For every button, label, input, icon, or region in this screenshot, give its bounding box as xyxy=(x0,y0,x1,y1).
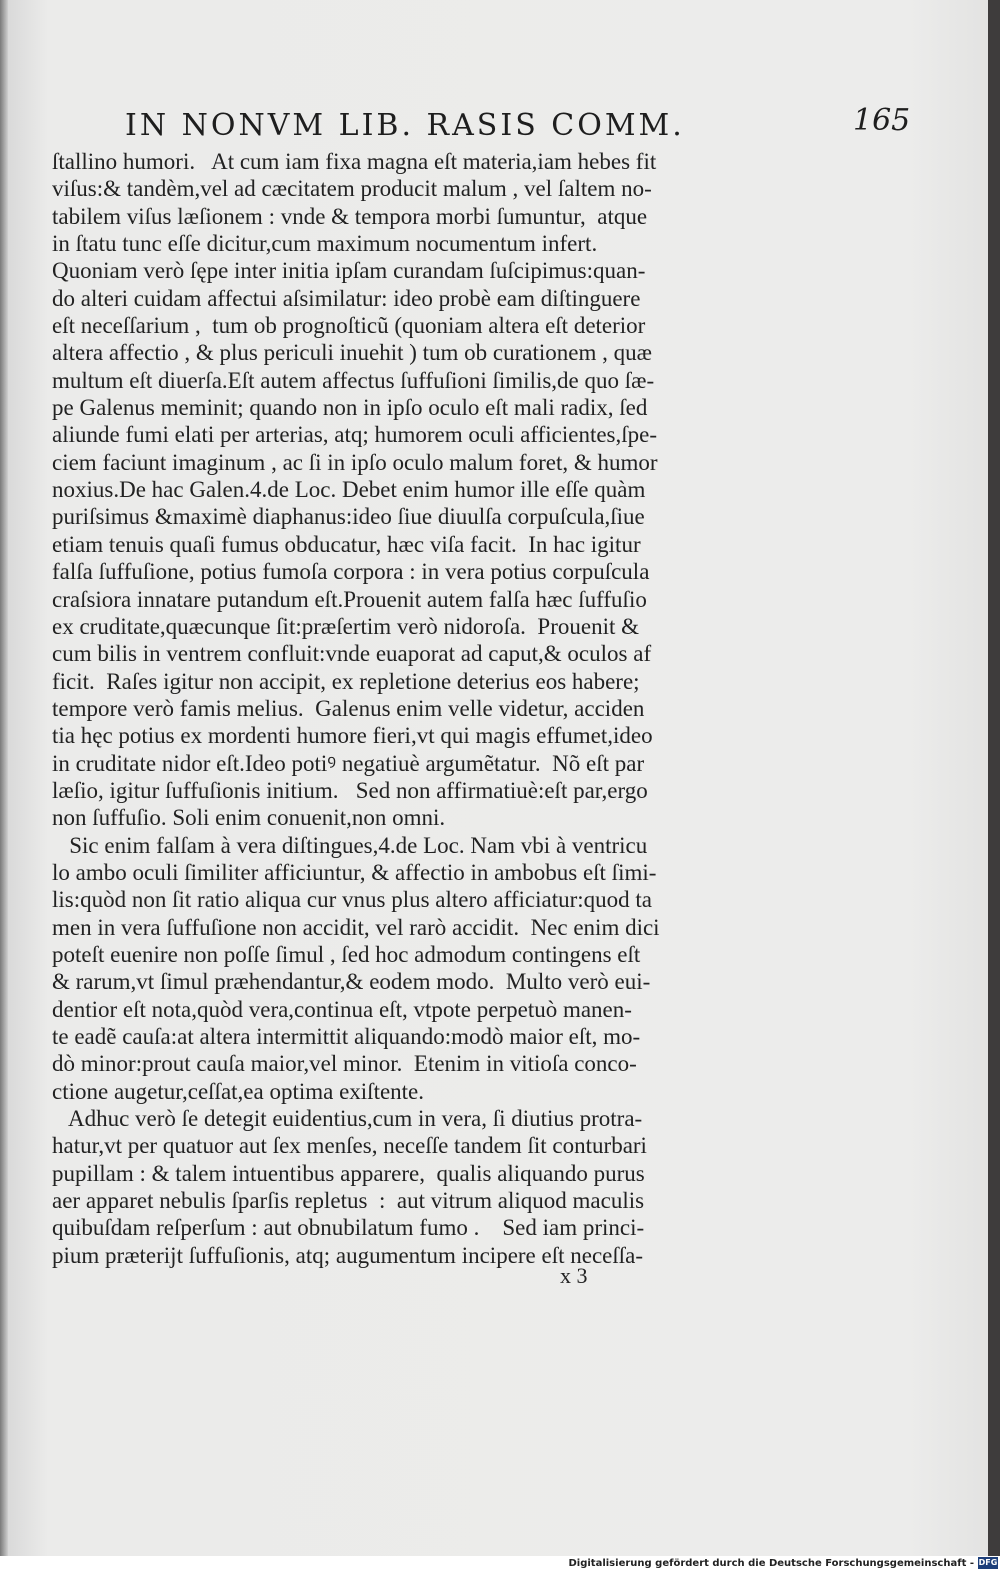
text-line: hatur,vt per quatuor aut ſex menſes, neceſſe tandem ſit conturbari xyxy=(52,1133,647,1159)
running-header: IN NONVM LIB. RASIS COMM. xyxy=(125,108,685,143)
text-line: ficit. Raſes igitur non accipit, ex repletione deterius eos habere; xyxy=(52,668,640,694)
text-line: aer apparet nebulis ſparſis repletus : aut vitrum aliquod maculis xyxy=(52,1188,645,1214)
text-line: pe Galenus meminit; quando non in ipſo oculo eſt mali radix, ſed xyxy=(52,395,648,421)
book-spine-edge xyxy=(0,0,8,1571)
text-line: quibuſdam reſperſum : aut obnubilatum fumo . Sed iam princi- xyxy=(52,1215,645,1241)
text-line: lo ambo oculi ſimiliter afficiuntur, & affectio in ambobus eſt ſimi- xyxy=(52,859,657,885)
funding-credit: Digitalisierung gefördert durch die Deutsche Forschungsgemeinschaft - xyxy=(568,1558,974,1569)
text-line: tia hęc potius ex mordenti humore fieri,vt qui magis effumet,ideo xyxy=(52,723,653,749)
text-line: ex cruditate,quæcunque ſit:præſertim verò nidoroſa. Prouenit & xyxy=(52,613,640,639)
text-line: etiam tenuis quaſi fumus obducatur, hæc viſa facit. In hac igitur xyxy=(52,531,641,557)
text-line: Sic enim falſam à vera diſtingues,4.de Loc. Nam vbi à ventricu xyxy=(52,832,648,858)
text-line: dò minor:prout cauſa maior,vel minor. Etenim in vitioſa conco- xyxy=(52,1051,637,1077)
text-line: in cruditate nidor eſt.Ideo potiꝰ negatiuè argumẽtatur. Nõ eſt par xyxy=(52,750,645,776)
text-line: viſus:& tandèm,vel ad cæcitatem producit malum , vel ſaltem no- xyxy=(52,176,652,202)
text-line: cum bilis in ventrem confluit:vnde euaporat ad caput,& oculos af xyxy=(52,641,652,667)
text-line: falſa ſuffuſione, potius fumoſa corpora : in vera potius corpuſcula xyxy=(52,559,650,585)
text-line: pupillam : & talem intuentibus apparere, qualis aliquando purus xyxy=(52,1160,645,1186)
text-line: craſsiora innatare putandum eſt.Prouenit autem falſa hæc ſuffuſio xyxy=(52,586,647,612)
text-line: tempore verò famis melius. Galenus enim velle videtur, acciden xyxy=(52,695,645,721)
signature-mark: x 3 xyxy=(560,1263,588,1288)
text-line: ctione augetur,ceſſat,ea optima exiſtente. xyxy=(52,1078,425,1104)
text-line: multum eſt diuerſa.Eſt autem affectus ſuffuſioni ſimilis,de quo ſæ- xyxy=(52,367,655,393)
text-line: læſio, igitur ſuffuſionis initium. Sed non affirmatiuè:eſt par,ergo xyxy=(52,777,648,803)
page-number: 165 xyxy=(853,103,911,138)
text-line: tabilem viſus læſionem : vnde & tempora morbi ſumuntur, atque xyxy=(52,203,648,229)
text-line: in ſtatu tunc eſſe dicitur,cum maximum nocumentum infert. xyxy=(52,231,598,257)
text-line: ſtallino humori. At cum iam fixa magna eſt materia,iam hebes fit xyxy=(52,149,657,174)
text-line: Adhuc verò ſe detegit euidentius,cum in vera, ſi diutius protra- xyxy=(52,1106,643,1132)
page-border xyxy=(988,0,1000,1556)
text-line: do alteri cuidam affectui aſsimilatur: ideo probè eam diſtinguere xyxy=(52,285,641,311)
text-line: puriſsimus &maximè diaphanus:ideo ſiue diuulſa corpuſcula,ſiue xyxy=(52,504,645,530)
text-line: poteſt euenire non poſſe ſimul , ſed hoc admodum contingens eſt xyxy=(52,941,641,967)
text-line: noxius.De hac Galen.4.de Loc. Debet enim humor ille eſſe quàm xyxy=(52,477,646,503)
text-line: men in vera ſuffuſione non accidit, vel rarò accidit. Nec enim dici xyxy=(52,914,660,940)
text-line: pium præterijt ſuffuſionis, atq; augumentum incipere eſt neceſſa- xyxy=(52,1242,644,1268)
text-line: non ſuffuſio. Soli enim conuenit,non omni. xyxy=(52,805,446,831)
text-line: ciem faciunt imaginum , ac ſi in ipſo oculo malum foret, & humor xyxy=(52,449,658,475)
text-line: dentior eſt nota,quòd vera,continua eſt, vtpote perpetuò manen- xyxy=(52,996,632,1022)
text-line: lis:quòd non ſit ratio aliqua cur vnus plus altero afficiatur:quod ta xyxy=(52,887,652,913)
text-line: eſt neceſſarium , tum ob prognoſticũ (quoniam altera eſt deterior xyxy=(52,313,646,339)
text-line: & rarum,vt ſimul præhendantur,& eodem modo. Multo verò eui- xyxy=(52,969,651,995)
text-line: Quoniam verò ſępe inter initia ipſam curandam ſuſcipimus:quan- xyxy=(52,258,646,284)
text-line: aliunde fumi elati per arterias, atq; humorem oculi afficientes,ſpe- xyxy=(52,422,658,448)
text-line: altera affectio , & plus periculi inuehit ) tum ob curationem , quæ xyxy=(52,340,652,366)
text-line: te eadẽ cauſa:at altera intermittit aliquando:modò maior eſt, mo- xyxy=(52,1024,641,1049)
dfg-logo[interactable]: DFG xyxy=(978,1558,998,1567)
page-body-text xyxy=(52,148,727,1269)
